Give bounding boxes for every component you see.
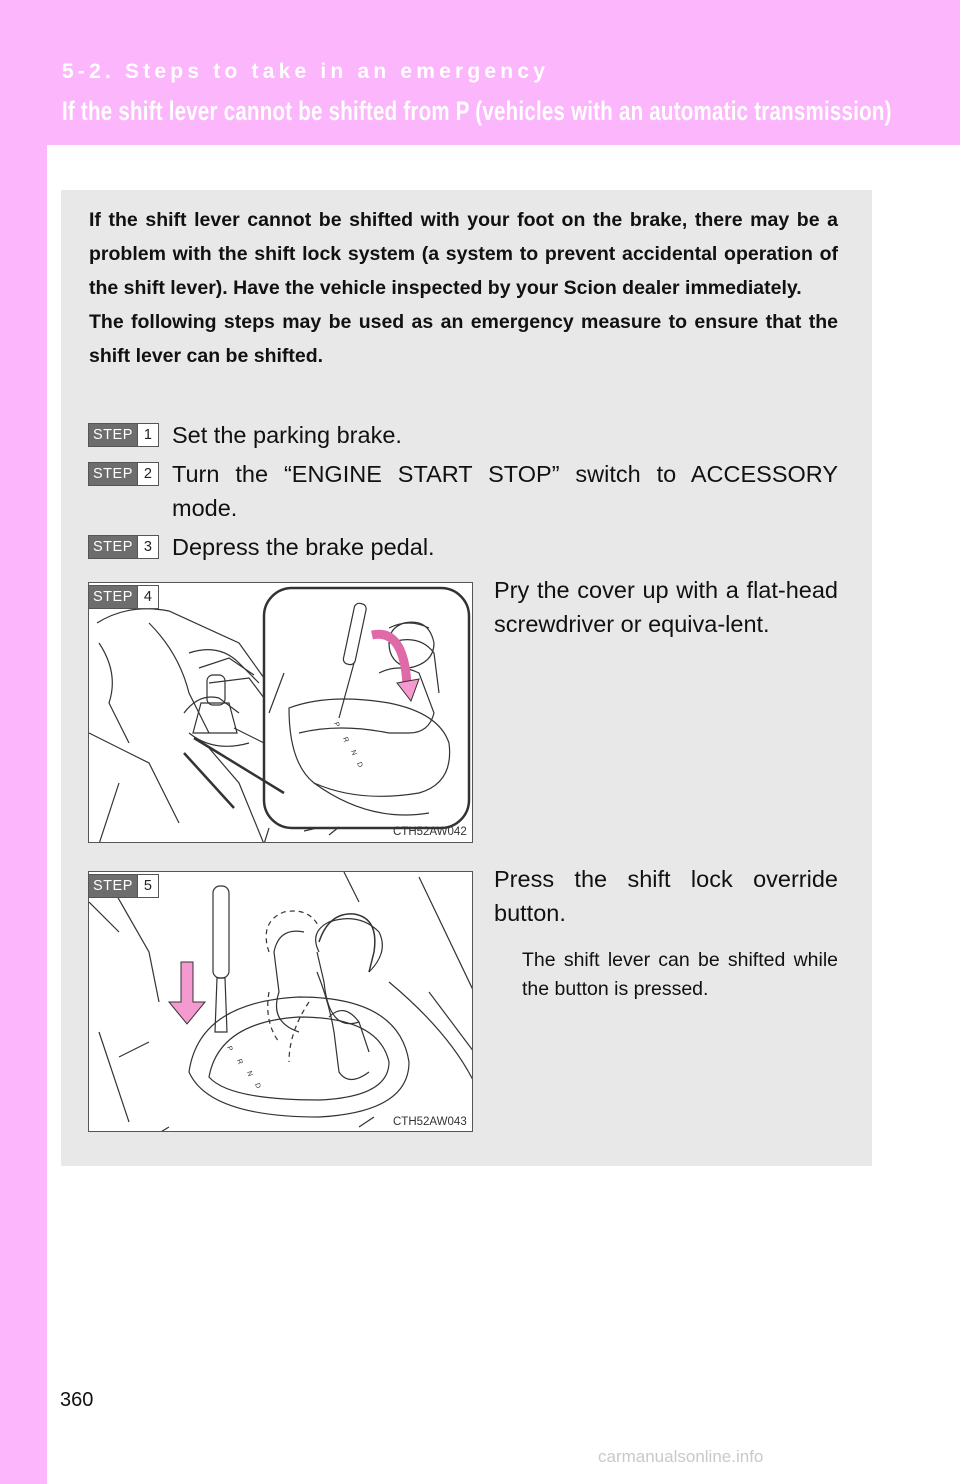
- figure-override-button: [88, 871, 473, 1132]
- figure-override-button-drawing: [89, 872, 473, 1132]
- page-number: 360: [60, 1389, 94, 1411]
- svg-text:P: P: [332, 721, 341, 729]
- step-1-text: Set the parking brake.: [172, 422, 402, 448]
- svg-text:D: D: [253, 1082, 262, 1090]
- step-5-text: Press the shift lock override button.: [494, 866, 838, 926]
- svg-text:P: P: [225, 1045, 234, 1053]
- svg-text:R: R: [341, 736, 350, 744]
- footer-watermark: carmanualsonline.info: [598, 1447, 764, 1466]
- svg-text:R: R: [235, 1058, 244, 1066]
- step-4-badge: STEP 4: [88, 585, 159, 609]
- svg-text:N: N: [349, 749, 358, 757]
- side-color-strip: [0, 0, 47, 1484]
- step-2-text: Turn the “ENGINE START STOP” switch to ACCESSORY mode.: [172, 461, 838, 521]
- step-5-note: The shift lever can be shifted while the button is pressed.: [522, 949, 838, 1000]
- figure-cover-pry-drawing: [89, 583, 473, 843]
- step-3-text: Depress the brake pedal.: [172, 534, 435, 560]
- step-1-badge: STEP 1: [88, 423, 159, 447]
- step-5-badge: STEP 5: [88, 874, 159, 898]
- figure-code-2: CTH52AW043: [393, 1116, 467, 1128]
- page-title: If the shift lever cannot be shifted from P (vehicles with an automatic transmission): [62, 96, 892, 126]
- intro-text: [89, 203, 838, 373]
- step-3-badge: STEP 3: [88, 535, 159, 559]
- page-header: [0, 0, 960, 145]
- intro-paragraph-1: If the shift lever cannot be shifted with your foot on the brake, there may be a problem with the shift lock system (a system to prevent accidental operation of the shift lever). Have the vehicle inspected by your Scion dealer immediately.: [89, 209, 838, 299]
- figure-code-1: CTH52AW042: [393, 826, 467, 838]
- svg-text:D: D: [355, 761, 364, 769]
- figure-cover-pry: [88, 582, 473, 843]
- intro-paragraph-2: The following steps may be used as an emergency measure to ensure that the shift lever can be shifted.: [89, 311, 838, 367]
- step-2-badge: STEP 2: [88, 462, 159, 486]
- svg-text:N: N: [245, 1070, 254, 1078]
- step-4-text: Pry the cover up with a flat-head screwdriver or equiva-lent.: [494, 577, 838, 637]
- section-label: 5-2. Steps to take in an emergency: [62, 60, 550, 83]
